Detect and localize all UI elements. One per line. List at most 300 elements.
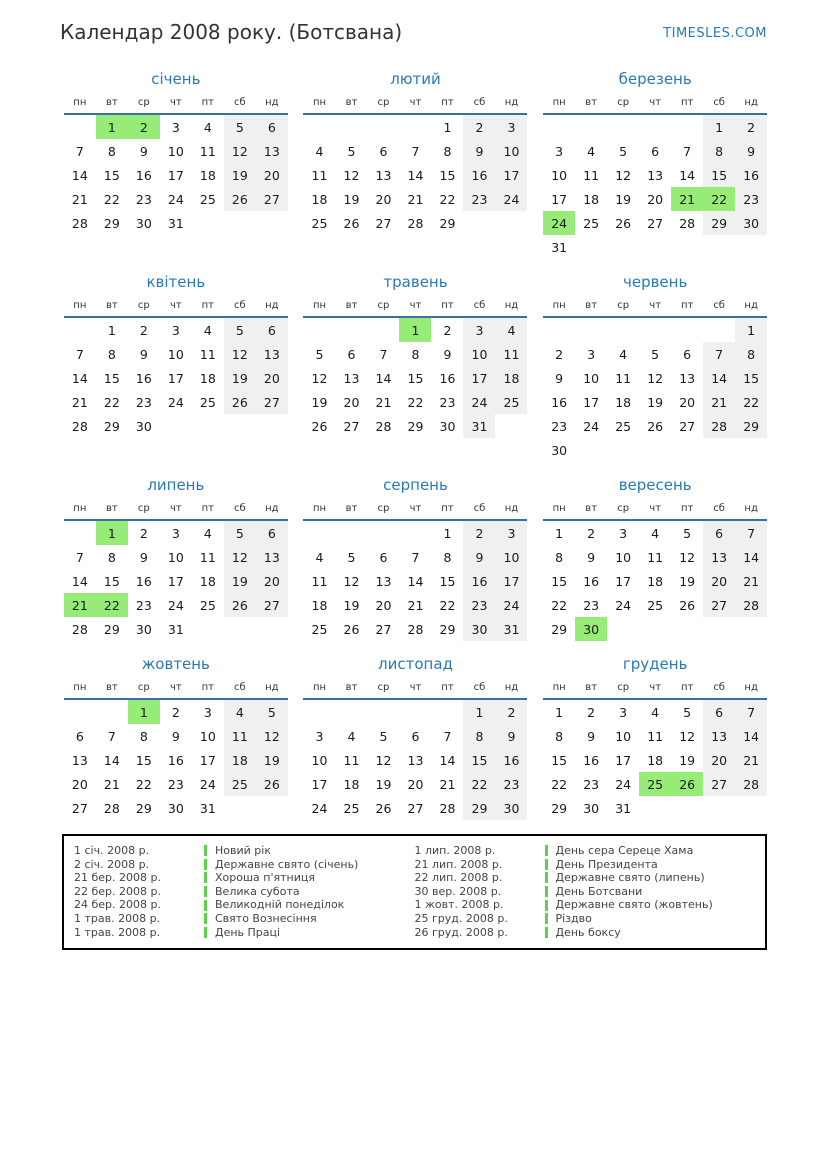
day-cell: 20 [375, 597, 392, 613]
day-cell: 8 [703, 139, 735, 163]
legend-holiday-name: День Президента [555, 857, 658, 871]
day-cell: 19 [679, 573, 696, 589]
day-cell: 23 [551, 418, 568, 434]
month-table [303, 679, 527, 820]
day-cell: 14 [679, 167, 696, 183]
day-cell: 25 [311, 215, 328, 231]
weekday-header: чт [399, 500, 431, 520]
weekday-header: пт [671, 297, 703, 317]
weekday-header: сб [703, 297, 735, 317]
day-cell: 11 [311, 167, 328, 183]
day-cell: 13 [343, 370, 360, 386]
month-title: червень [622, 273, 688, 291]
legend-item [74, 844, 415, 858]
day-cell: 17 [167, 370, 184, 386]
day-cell: 26 [647, 418, 664, 434]
day-cell [399, 520, 431, 545]
day-cell [224, 796, 256, 820]
day-cell: 5 [683, 704, 692, 720]
day-cell: 25 [199, 597, 216, 613]
day-cell: 19 [679, 752, 696, 768]
month-title: квітень [146, 273, 206, 291]
weekday-header: ср [607, 500, 639, 520]
weekday-header: ср [367, 94, 399, 114]
day-cell: 13 [256, 342, 288, 366]
month-title: липень [147, 476, 205, 494]
weekday-header: пт [671, 94, 703, 114]
day-cell: 22 [703, 187, 735, 211]
day-cell: 25 [224, 772, 256, 796]
month-title: січень [151, 70, 201, 88]
day-cell: 3 [171, 525, 180, 541]
day-cell: 13 [256, 545, 288, 569]
holiday-marker-icon [545, 886, 548, 897]
day-cell: 24 [615, 597, 632, 613]
month-table [303, 94, 527, 235]
day-cell: 16 [463, 163, 495, 187]
day-cell: 4 [203, 525, 212, 541]
holiday-marker-icon [545, 927, 548, 938]
day-cell: 10 [495, 139, 527, 163]
day-cell [192, 617, 224, 641]
day-cell: 30 [463, 617, 495, 641]
day-cell [224, 414, 256, 438]
day-cell: 14 [71, 370, 88, 386]
day-cell [639, 235, 671, 259]
legend-date: 30 вер. 2008 р. [414, 884, 502, 898]
day-cell [575, 317, 607, 342]
weekday-header: пн [303, 679, 335, 699]
day-cell: 5 [256, 699, 288, 724]
day-cell: 31 [551, 239, 568, 255]
day-cell: 23 [583, 776, 600, 792]
weekday-header: пт [431, 679, 463, 699]
day-cell: 19 [256, 748, 288, 772]
day-cell: 27 [375, 621, 392, 637]
day-cell: 21 [407, 191, 424, 207]
day-cell: 17 [583, 394, 600, 410]
legend-item [415, 885, 756, 899]
day-cell: 11 [647, 549, 664, 565]
day-cell: 3 [315, 728, 324, 744]
day-cell: 16 [495, 748, 527, 772]
weekday-header: чт [399, 679, 431, 699]
day-cell: 21 [64, 593, 96, 617]
day-cell [671, 235, 703, 259]
day-cell: 13 [647, 167, 664, 183]
day-cell: 6 [703, 699, 735, 724]
day-cell: 29 [103, 215, 120, 231]
legend-date: 1 трав. 2008 р. [74, 911, 161, 925]
weekday-header: сб [703, 500, 735, 520]
day-cell: 1 [555, 525, 564, 541]
page-title: Календар 2008 року. (Ботсвана) [60, 20, 403, 44]
day-cell: 15 [551, 752, 568, 768]
weekday-header: нд [735, 297, 767, 317]
day-cell: 27 [256, 593, 288, 617]
day-cell: 18 [199, 370, 216, 386]
weekday-header: ср [607, 679, 639, 699]
day-cell: 5 [315, 346, 324, 362]
day-cell: 16 [439, 370, 456, 386]
legend-date: 1 січ. 2008 р. [74, 844, 150, 857]
weekday-header: ср [607, 297, 639, 317]
weekday-header: нд [735, 94, 767, 114]
day-cell [367, 114, 399, 139]
day-cell: 22 [439, 597, 456, 613]
day-cell [735, 235, 767, 259]
day-cell: 26 [343, 215, 360, 231]
day-cell: 28 [71, 621, 88, 637]
day-cell: 24 [463, 390, 495, 414]
day-cell: 4 [224, 699, 256, 724]
day-cell: 29 [735, 414, 767, 438]
day-cell [735, 796, 767, 820]
day-cell [639, 796, 671, 820]
day-cell: 7 [411, 143, 420, 159]
day-cell: 15 [551, 573, 568, 589]
day-cell: 27 [256, 390, 288, 414]
day-cell [463, 211, 495, 235]
day-cell: 26 [343, 621, 360, 637]
day-cell: 13 [71, 752, 88, 768]
weekday-header: сб [703, 94, 735, 114]
day-cell: 16 [583, 752, 600, 768]
day-cell [64, 699, 96, 724]
day-cell: 4 [651, 525, 660, 541]
day-cell: 30 [167, 800, 184, 816]
weekday-header: пн [543, 679, 575, 699]
weekday-header: сб [463, 679, 495, 699]
day-cell [335, 520, 367, 545]
day-cell: 4 [203, 119, 212, 135]
weekday-header: пн [64, 94, 96, 114]
day-cell: 15 [463, 748, 495, 772]
day-cell: 25 [495, 390, 527, 414]
day-cell: 14 [407, 167, 424, 183]
weekday-header: нд [495, 679, 527, 699]
legend-holiday-name: Різдво [555, 911, 592, 925]
legend-item [415, 844, 756, 858]
months-grid [62, 70, 769, 820]
weekday-header: пт [431, 297, 463, 317]
day-cell [639, 438, 671, 462]
day-cell: 27 [647, 215, 664, 231]
day-cell: 14 [375, 370, 392, 386]
weekday-header: сб [224, 679, 256, 699]
day-cell: 21 [375, 394, 392, 410]
day-cell: 14 [439, 752, 456, 768]
month-block [62, 273, 290, 462]
day-cell: 3 [203, 704, 212, 720]
day-cell: 8 [735, 342, 767, 366]
day-cell: 22 [463, 772, 495, 796]
day-cell [575, 235, 607, 259]
day-cell: 3 [587, 346, 596, 362]
day-cell: 12 [224, 342, 256, 366]
weekday-header: пн [64, 297, 96, 317]
month-table [543, 679, 767, 820]
day-cell: 2 [171, 704, 180, 720]
day-cell: 23 [583, 597, 600, 613]
day-cell: 22 [735, 390, 767, 414]
day-cell: 28 [679, 215, 696, 231]
month-title: серпень [383, 476, 448, 494]
day-cell: 25 [639, 772, 671, 796]
day-cell: 9 [139, 346, 148, 362]
weekday-header: пн [543, 94, 575, 114]
day-cell: 23 [735, 187, 767, 211]
month-block [541, 476, 769, 641]
day-cell: 13 [703, 724, 735, 748]
legend-item [415, 898, 756, 912]
day-cell [735, 438, 767, 462]
day-cell: 19 [311, 394, 328, 410]
holiday-marker-icon [204, 886, 207, 897]
month-table [64, 297, 288, 438]
day-cell: 31 [615, 800, 632, 816]
day-cell: 10 [167, 346, 184, 362]
legend-holiday-name: День Ботсвани [555, 884, 643, 898]
weekday-header: вт [335, 500, 367, 520]
day-cell: 26 [224, 593, 256, 617]
day-cell [335, 317, 367, 342]
legend-holiday-name: День Праці [215, 925, 281, 939]
day-cell: 22 [103, 394, 120, 410]
legend-date: 1 лип. 2008 р. [414, 844, 496, 857]
weekday-header: вт [575, 297, 607, 317]
day-cell: 26 [311, 418, 328, 434]
day-cell: 4 [651, 704, 660, 720]
day-cell [64, 520, 96, 545]
day-cell: 11 [343, 752, 360, 768]
legend-item [415, 926, 756, 940]
day-cell [671, 317, 703, 342]
day-cell: 24 [167, 597, 184, 613]
day-cell: 18 [311, 191, 328, 207]
month-table [303, 297, 527, 438]
day-cell: 27 [375, 215, 392, 231]
day-cell: 24 [199, 776, 216, 792]
month-block [541, 70, 769, 259]
day-cell: 15 [703, 163, 735, 187]
weekday-header: ср [128, 94, 160, 114]
day-cell: 7 [443, 728, 452, 744]
day-cell: 14 [71, 573, 88, 589]
day-cell: 21 [703, 390, 735, 414]
day-cell: 24 [543, 211, 575, 235]
day-cell: 26 [256, 772, 288, 796]
day-cell [192, 414, 224, 438]
day-cell: 30 [551, 442, 568, 458]
day-cell: 10 [167, 143, 184, 159]
weekday-header: сб [703, 679, 735, 699]
day-cell: 31 [199, 800, 216, 816]
legend-date: 22 бер. 2008 р. [74, 884, 161, 898]
day-cell: 12 [343, 573, 360, 589]
weekday-header: сб [463, 500, 495, 520]
day-cell [256, 414, 288, 438]
day-cell: 7 [411, 549, 420, 565]
day-cell: 25 [343, 800, 360, 816]
day-cell [639, 114, 671, 139]
weekday-header: вт [575, 500, 607, 520]
day-cell: 3 [495, 114, 527, 139]
day-cell [303, 699, 335, 724]
day-cell: 3 [555, 143, 564, 159]
day-cell: 7 [75, 549, 84, 565]
day-cell: 5 [651, 346, 660, 362]
day-cell [495, 211, 527, 235]
day-cell: 28 [703, 414, 735, 438]
day-cell: 25 [615, 418, 632, 434]
day-cell: 19 [224, 366, 256, 390]
day-cell: 5 [224, 520, 256, 545]
day-cell: 30 [495, 796, 527, 820]
legend-item [415, 858, 756, 872]
day-cell: 10 [583, 370, 600, 386]
legend-date: 24 бер. 2008 р. [74, 898, 161, 912]
holiday-marker-icon [204, 913, 207, 924]
day-cell [160, 414, 192, 438]
day-cell: 9 [587, 728, 596, 744]
day-cell: 29 [439, 621, 456, 637]
day-cell: 21 [671, 187, 703, 211]
day-cell: 14 [103, 752, 120, 768]
month-table [64, 94, 288, 235]
day-cell: 8 [107, 346, 116, 362]
weekday-header: нд [495, 94, 527, 114]
month-block [302, 273, 530, 462]
day-cell: 20 [703, 569, 735, 593]
day-cell: 5 [683, 525, 692, 541]
day-cell: 3 [619, 704, 628, 720]
day-cell: 31 [495, 617, 527, 641]
month-block [541, 655, 769, 820]
day-cell: 21 [71, 394, 88, 410]
day-cell: 9 [495, 724, 527, 748]
day-cell: 23 [495, 772, 527, 796]
day-cell: 7 [379, 346, 388, 362]
day-cell: 13 [256, 139, 288, 163]
day-cell: 1 [555, 704, 564, 720]
day-cell: 11 [583, 167, 600, 183]
day-cell: 13 [679, 370, 696, 386]
month-table [64, 679, 288, 820]
weekday-header: чт [160, 94, 192, 114]
day-cell: 15 [103, 370, 120, 386]
day-cell [192, 211, 224, 235]
day-cell [335, 699, 367, 724]
day-cell [367, 317, 399, 342]
weekday-header: пн [64, 500, 96, 520]
day-cell [671, 796, 703, 820]
month-table [303, 500, 527, 641]
weekday-header: пн [303, 297, 335, 317]
day-cell: 28 [439, 800, 456, 816]
legend-holiday-name: День сера Сереце Хама [555, 844, 694, 857]
legend-holiday-name: Великодній понеділок [215, 898, 345, 912]
day-cell: 10 [495, 545, 527, 569]
day-cell: 6 [256, 114, 288, 139]
day-cell [96, 699, 128, 724]
day-cell: 18 [199, 167, 216, 183]
weekday-header: ср [128, 500, 160, 520]
weekday-header: чт [399, 94, 431, 114]
holiday-marker-icon [204, 845, 207, 856]
day-cell: 20 [256, 569, 288, 593]
legend-item [74, 885, 415, 899]
day-cell: 17 [495, 163, 527, 187]
day-cell: 16 [551, 394, 568, 410]
weekday-header: нд [735, 679, 767, 699]
weekday-header: пт [431, 500, 463, 520]
day-cell: 9 [735, 139, 767, 163]
day-cell: 29 [407, 418, 424, 434]
day-cell [703, 317, 735, 342]
site-link[interactable]: TIMESLES.COM [663, 26, 767, 41]
day-cell [367, 699, 399, 724]
day-cell: 19 [224, 163, 256, 187]
day-cell: 15 [439, 573, 456, 589]
legend-date: 21 лип. 2008 р. [414, 857, 503, 871]
day-cell: 24 [167, 394, 184, 410]
day-cell: 8 [107, 143, 116, 159]
holiday-marker-icon [204, 859, 207, 870]
weekday-header: пн [64, 679, 96, 699]
page-header [0, 0, 827, 44]
day-cell: 7 [75, 143, 84, 159]
day-cell: 29 [135, 800, 152, 816]
day-cell: 17 [551, 191, 568, 207]
weekday-header: сб [224, 500, 256, 520]
day-cell: 1 [703, 114, 735, 139]
day-cell: 25 [583, 215, 600, 231]
day-cell [543, 114, 575, 139]
month-table [543, 297, 767, 462]
holiday-marker-icon [545, 900, 548, 911]
weekday-header: ср [607, 94, 639, 114]
day-cell: 29 [703, 211, 735, 235]
day-cell: 2 [139, 525, 148, 541]
day-cell: 22 [551, 597, 568, 613]
weekday-header: вт [335, 94, 367, 114]
day-cell: 19 [343, 191, 360, 207]
day-cell [703, 438, 735, 462]
day-cell: 5 [619, 143, 628, 159]
holiday-marker-icon [545, 859, 548, 870]
day-cell: 19 [343, 597, 360, 613]
day-cell: 10 [615, 728, 632, 744]
day-cell: 8 [555, 728, 564, 744]
day-cell: 3 [619, 525, 628, 541]
day-cell: 2 [463, 114, 495, 139]
weekday-header: чт [160, 500, 192, 520]
day-cell: 3 [463, 317, 495, 342]
weekday-header: сб [224, 297, 256, 317]
weekday-header: пт [192, 94, 224, 114]
day-cell: 24 [495, 187, 527, 211]
day-cell: 10 [615, 549, 632, 565]
day-cell: 10 [199, 728, 216, 744]
day-cell: 13 [407, 752, 424, 768]
day-cell: 11 [199, 346, 216, 362]
day-cell: 8 [139, 728, 148, 744]
weekday-header: нд [256, 94, 288, 114]
day-cell [671, 438, 703, 462]
day-cell: 19 [375, 776, 392, 792]
weekday-header: нд [256, 500, 288, 520]
